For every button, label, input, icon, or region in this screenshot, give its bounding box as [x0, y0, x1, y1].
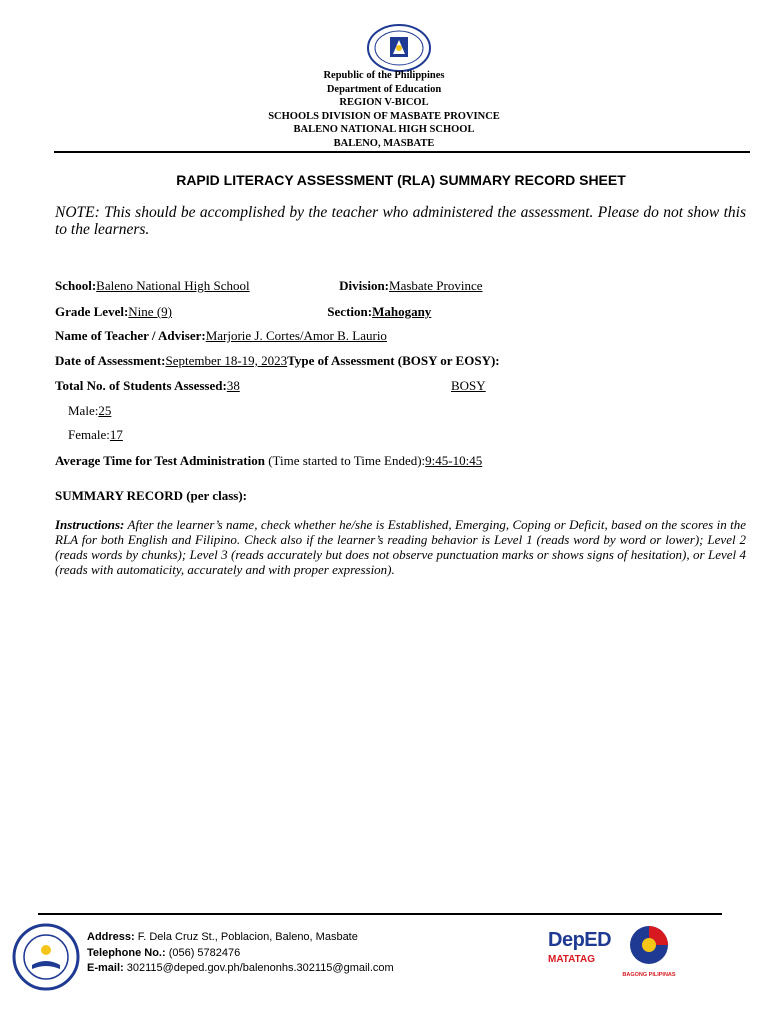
- female-row: [68, 427, 206, 443]
- summary-heading: SUMMARY RECORD (per class):: [55, 488, 247, 503]
- note-text: NOTE: This should be accomplished by the teacher who administered the assessment. Please do not show this to the learners.: [55, 204, 746, 238]
- deped-seal-logo: [366, 24, 432, 72]
- instructions-label: Instructions:: [55, 517, 125, 532]
- school-seal-logo: [12, 923, 80, 991]
- avg-time-value: 9:45-10:45: [425, 453, 483, 468]
- avg-time-row: [55, 453, 482, 469]
- bagong-pilipinas-logo: [618, 925, 680, 977]
- letterhead-line: Department of Education: [326, 83, 442, 95]
- school-value: Baleno National High School: [96, 278, 250, 293]
- email-label: E-mail:: [87, 962, 124, 974]
- letterhead-line: BALENO NATIONAL HIGH SCHOOL: [293, 124, 475, 135]
- deped-logo-text: DepED: [548, 929, 612, 951]
- teacher-row: [55, 328, 387, 344]
- type-label: Type of Assessment (BOSY or EOSY):: [287, 353, 500, 368]
- phone-value: (056) 5782476: [165, 946, 241, 959]
- letterhead-line: BALENO, MASBATE: [333, 137, 435, 149]
- division-value: Masbate Province: [389, 278, 483, 293]
- email-value: 302115@deped.gov.ph/balenonhs.302115@gmail.com: [123, 962, 394, 974]
- male-row: [68, 403, 203, 419]
- school-label: School:: [55, 278, 97, 293]
- letterhead-line: REGION V-BICOL: [339, 97, 429, 108]
- total-label: Total No. of Students Assessed:: [55, 378, 227, 393]
- section-label: Section:: [327, 304, 373, 319]
- letterhead-line: Republic of the Philippines: [323, 70, 445, 81]
- total-value: 38: [226, 378, 240, 393]
- grade-value: Nine (9): [128, 304, 172, 319]
- female-label: Female:: [68, 427, 110, 442]
- school-row: [55, 278, 617, 294]
- avg-time-label: Average Time for Test Administration: [55, 453, 265, 468]
- division-label: Division:: [339, 278, 390, 293]
- total-row: [55, 378, 343, 394]
- date-label: Date of Assessment:: [55, 353, 166, 368]
- avg-time-paren: (Time started to Time Ended):: [264, 453, 426, 468]
- deped-matatag-logo: [548, 928, 610, 976]
- male-label: Male:: [68, 403, 99, 418]
- footer-contact: [87, 930, 394, 977]
- date-value: September 18-19, 2023: [165, 353, 288, 368]
- instructions-text: After the learner’s name, check whether he/she is Established, Emerging, Coping or Deficit, based on the scores in the RLA for both English and Filipino. Check also if the learner’s reading behavior is Level 1 (reads word by word or lower); Level 2 (reads words by chunks); Level 3 (reads accurately but does not observe punctuation marks or shows signs of hesitation), or Level 4 (reads with automaticity, accurately and with proper expression).: [55, 517, 746, 577]
- address-value: F. Dela Cruz St., Poblacion, Baleno, Masbate: [134, 931, 358, 943]
- footer-divider: [38, 913, 722, 915]
- date-row: [55, 353, 500, 369]
- letterhead-line: SCHOOLS DIVISION OF MASBATE PROVINCE: [268, 110, 500, 122]
- teacher-value: Marjorie J. Cortes/Amor B. Laurio: [205, 328, 387, 343]
- grade-row: [55, 304, 608, 320]
- grade-label: Grade Level:: [55, 304, 129, 319]
- female-value: 17: [109, 427, 123, 442]
- phone-label: Telephone No.:: [87, 946, 166, 959]
- section-value: Mahogany: [372, 304, 432, 319]
- male-value: 25: [98, 403, 112, 418]
- teacher-label: Name of Teacher / Adviser:: [55, 328, 206, 343]
- type-value-row: [451, 378, 628, 394]
- type-value: BOSY: [451, 378, 486, 393]
- header-divider: [54, 151, 750, 153]
- instructions: [55, 517, 746, 577]
- bagong-text: BAGONG PILIPINAS: [622, 972, 676, 978]
- page-title: RAPID LITERACY ASSESSMENT (RLA) SUMMARY RECORD SHEET: [176, 172, 626, 188]
- letterhead: [0, 69, 768, 150]
- address-label: Address:: [87, 931, 135, 943]
- matatag-text: MATATAG: [548, 954, 596, 965]
